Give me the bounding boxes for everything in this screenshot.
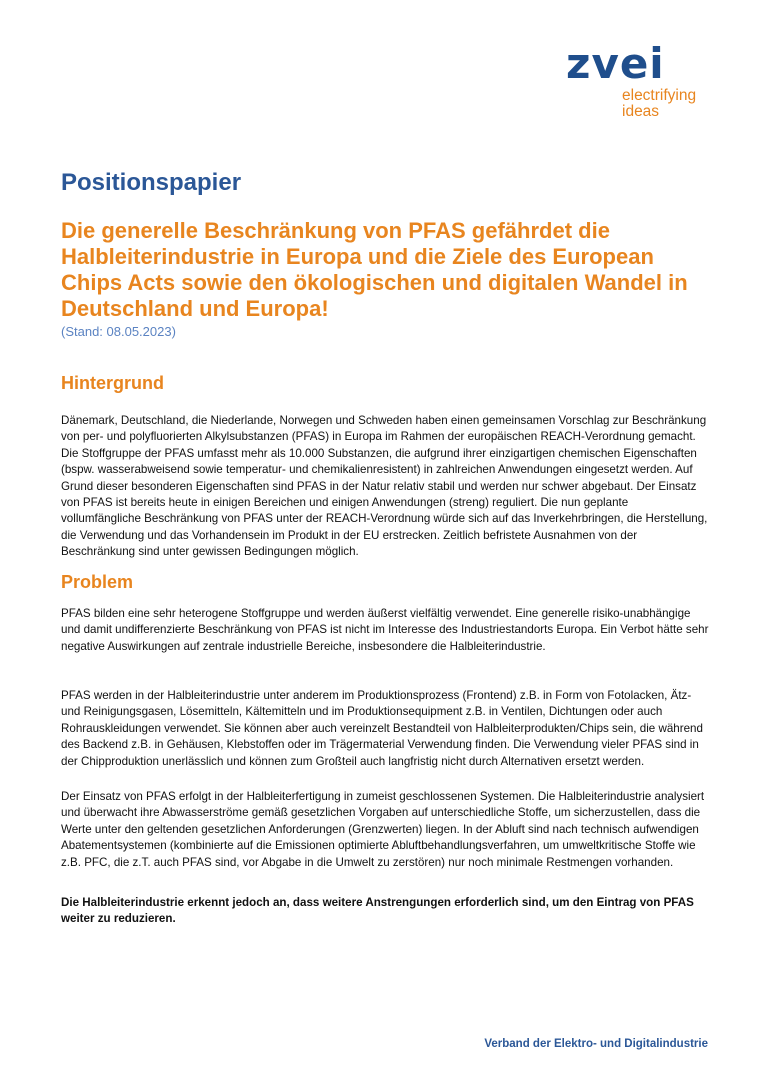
document-date: (Stand: 08.05.2023) xyxy=(61,324,176,339)
paragraph-problem-conclusion: Die Halbleiterindustrie erkennt jedoch an, dass weitere Anstrengungen erforderlich sind, um den Eintrag von PFAS weiter zu reduzieren. xyxy=(61,896,694,926)
paragraph-problem-3: Der Einsatz von PFAS erfolgt in der Halbleiterfertigung in zumeist geschlossenen Systemen. Die Halbleiterindustrie analysiert und überwacht ihre Abwasserströme gemäß gesetzlichen Vorgaben auf unterschiedliche Stoffe, um sicherzustellen, dass die Werte unter den geltenden gesetzlichen Anforderungen (Grenzwerten) liegen. In der Abluft sind nach technisch aufwendigen Abatementsystemen (kombinierte auf die Emissionen optimierte Abluftbehandlungsverfahren, um umweltkritische Stoffe wie z.B. PFC, die z.T. auch PFAS sind, vor Abgabe in die Umwelt zu zerstören) nur noch minimale Restmengen vorhanden. xyxy=(61,790,705,869)
section-heading-problem: Problem xyxy=(61,572,134,592)
paragraph-problem-2: PFAS werden in der Halbleiterindustrie unter anderem im Produktionsprozess (Frontend) z.B. in Form von Fotolacken, Ätz- und Reinigungsgasen, Lösemitteln, Kältemitteln und im Produktionsequipment z.B. in Ventilen, Dichtungen oder auch Rohrauskleidungen verwendet. Sie können aber auch vereinzelt Bestandteil von Halbleiterprodukten/Chips sein, die während des Backend z.B. in Gehäusen, Klebstoffen oder im Trägermaterial Verwendung finden. Die Verwendung vieler PFAS sind in der Chipproduktion unerlässlich und können zum Großteil auch langfristig nicht durch Alternativen ersetzt werden. xyxy=(61,689,703,768)
footer-organization: Verband der Elektro- und Digitalindustrie xyxy=(484,1038,708,1050)
logo-tagline-line1: electrifying xyxy=(622,87,697,104)
document-title: Die generelle Beschränkung von PFAS gefährdet die Halbleiterindustrie in Europa und die Ziele des European Chips Acts sowie den ökologischen und digitalen Wandel in Deutschland und Europa! xyxy=(61,218,688,321)
logo-tagline-line2: ideas xyxy=(622,103,660,120)
paragraph-problem-1: PFAS bilden eine sehr heterogene Stoffgruppe und werden äußerst vielfältig verwendet. Eine generelle risiko-unabhängige und damit undifferenzierte Beschränkung von PFAS ist nicht im Interesse des Industriestandorts Europa. Ein Verbot hätte sehr negative Auswirkungen auf zentrale industrielle Bereiche, insbesondere die Halbleiterindustrie. xyxy=(61,607,709,653)
document-type: Positionspapier xyxy=(61,169,242,196)
logo-wordmark: zvei xyxy=(566,39,665,88)
paragraph-hintergrund: Dänemark, Deutschland, die Niederlande, Norwegen und Schweden haben einen gemeinsamen Vorschlag zur Beschränkung von per- und polyfluorierten Alkylsubstanzen (PFAS) in Europa im Rahmen der europäischen REACH-Verordnung gemacht. Die Stoffgruppe der PFAS umfasst mehr als 10.000 Substanzen, die aufgrund ihrer einzigartigen chemischen Eigenschaften (bspw. wasserabweisend sowie temperatur- und chemikalienresistent) in zahlreichen Anwendungen eingesetzt werden. Auf Grund dieser besonderen Eigenschaften sind PFAS in der Natur relativ stabil und werden nur schwer abgebaut. Der Einsatz von PFAS ist bereits heute in einigen Bereichen und einigen Anwendungen (streng) reguliert. Die nun geplante vollumfängliche Beschränkung von PFAS unter der REACH-Verordnung würde sich auf das Inverkehrbringen, die Herstellung, die Verwendung und das Vorhandensein im Produkt in der EU erstrecken. Zeitlich befristete Ausnahmen von der Beschränkung sind unter gewissen Bedingungen möglich. xyxy=(61,414,708,559)
section-heading-hintergrund: Hintergrund xyxy=(61,373,164,393)
zvei-logo xyxy=(566,39,716,120)
